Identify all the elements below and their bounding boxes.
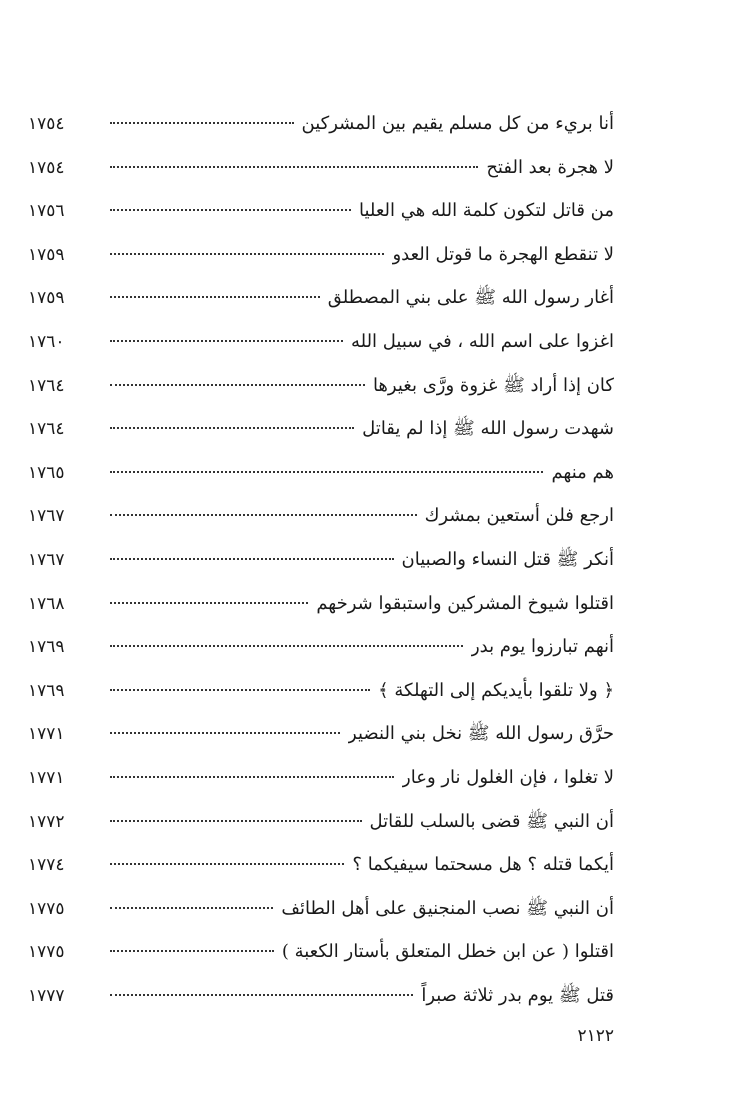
index-entry <box>28 887 614 931</box>
entry-page-number: ١٧٦٧ <box>28 549 65 570</box>
dot-leader <box>110 602 308 604</box>
entry-title: حرَّق رسول الله ﷺ نخل بني النضير <box>348 723 614 745</box>
entry-title: ﴿ ولا تلقوا بأيديكم إلى التهلكة ﴾ <box>378 679 614 701</box>
entry-title: أن النبي ﷺ قضى بالسلب للقاتل <box>369 810 614 832</box>
index-entry <box>28 800 614 844</box>
index-entry <box>28 146 614 190</box>
dot-leader <box>110 907 273 909</box>
page-number: ٢١٢٢ <box>577 1026 614 1046</box>
entry-page-number: ١٧٥٩ <box>28 244 65 265</box>
entry-page-number: ١٧٥٤ <box>28 114 65 134</box>
dot-leader <box>110 166 478 168</box>
index-entry <box>28 974 614 1018</box>
entry-page-number: ١٧٥٤ <box>28 157 65 178</box>
index-entry <box>28 189 614 233</box>
entry-page-number: ١٧٦٩ <box>28 637 65 658</box>
entry-page-number: ١٧٧٧ <box>28 985 65 1006</box>
entry-page-number: ١٧٧٢ <box>28 811 65 832</box>
dot-leader <box>110 689 370 691</box>
index-entry <box>28 320 614 364</box>
entry-title: ارجع فلن أستعين بمشرك <box>424 505 614 527</box>
dot-leader <box>110 296 320 298</box>
dot-leader <box>110 427 354 429</box>
index-entry <box>28 276 614 320</box>
entry-title: أنهم تبارزوا يوم بدر <box>470 636 614 658</box>
index-entry <box>28 712 614 756</box>
index-entry <box>28 538 614 582</box>
dot-leader <box>110 384 365 386</box>
entry-title: هم منهم <box>551 461 614 483</box>
index-entry <box>28 669 614 713</box>
entry-title: من قاتل لتكون كلمة الله هي العليا <box>359 200 614 222</box>
dot-leader <box>110 732 340 734</box>
entry-title: اقتلوا شيوخ المشركين واستبقوا شرخهم <box>316 592 614 614</box>
entry-page-number: ١٧٦٠ <box>28 331 65 352</box>
dot-leader <box>110 820 362 822</box>
dot-leader <box>110 471 543 473</box>
entry-page-number: ١٧٦٤ <box>28 375 65 396</box>
entry-title: أيكما قتله ؟ هل مسحتما سيفيكما ؟ <box>352 854 614 876</box>
entry-page-number: ١٧٦٥ <box>28 462 65 483</box>
index-entry <box>28 494 614 538</box>
index-entry <box>28 843 614 887</box>
index-entry <box>28 364 614 408</box>
entry-page-number: ١٧٥٦ <box>28 201 65 222</box>
entry-page-number: ١٧٦٩ <box>28 680 65 701</box>
entry-page-number: ١٧٦٨ <box>28 593 65 614</box>
index-entry <box>28 625 614 669</box>
dot-leader <box>110 950 274 952</box>
entry-page-number: ١٧٦٤ <box>28 419 65 440</box>
entry-page-number: ١٧٧١ <box>28 767 65 788</box>
index-entry <box>28 756 614 800</box>
dot-leader <box>110 776 394 778</box>
entry-title: لا تنقطع الهجرة ما قوتل العدو <box>392 243 614 265</box>
hadith-index-list <box>28 102 614 1017</box>
entry-title: شهدت رسول الله ﷺ إذا لم يقاتل <box>362 418 614 440</box>
entry-title: اقتلوا ( عن ابن خطل المتعلق بأستار الكعبة ) <box>281 941 614 963</box>
entry-page-number: ١٧٧٤ <box>28 855 65 876</box>
dot-leader <box>110 209 351 211</box>
index-entry <box>28 582 614 626</box>
entry-page-number: ١٧٦٧ <box>28 506 65 527</box>
entry-title: أنكر ﷺ قتل النساء والصبيان <box>401 548 614 570</box>
dot-leader <box>110 863 344 865</box>
entry-page-number: ١٧٥٩ <box>28 288 65 309</box>
index-entry <box>28 102 614 146</box>
dot-leader <box>110 558 394 560</box>
dot-leader <box>110 645 463 647</box>
entry-title: قتل ﷺ يوم بدر ثلاثة صبراً <box>421 984 614 1006</box>
entry-title: لا تغلوا ، فإن الغلول نار وعار <box>402 766 614 788</box>
index-entry <box>28 930 614 974</box>
entry-title: اغزوا على اسم الله ، في سبيل الله <box>350 330 614 352</box>
dot-leader <box>110 340 343 342</box>
entry-page-number: ١٧٧١ <box>28 724 65 745</box>
entry-title: أغار رسول الله ﷺ على بني المصطلق <box>327 287 614 309</box>
entry-page-number: ١٧٧٥ <box>28 898 65 919</box>
entry-title: أن النبي ﷺ نصب المنجنيق على أهل الطائف <box>281 897 614 919</box>
dot-leader <box>110 514 417 516</box>
index-entry <box>28 233 614 277</box>
entry-title: لا هجرة بعد الفتح <box>486 156 614 178</box>
dot-leader <box>110 253 384 255</box>
index-entry <box>28 451 614 495</box>
dot-leader <box>110 994 413 996</box>
entry-title: كان إذا أراد ﷺ غزوة ورَّى بغيرها <box>372 374 614 396</box>
entry-title: أنا بريء من كل مسلم يقيم بين المشركين <box>301 113 614 134</box>
entry-page-number: ١٧٧٥ <box>28 942 65 963</box>
index-entry <box>28 407 614 451</box>
dot-leader <box>110 122 294 124</box>
